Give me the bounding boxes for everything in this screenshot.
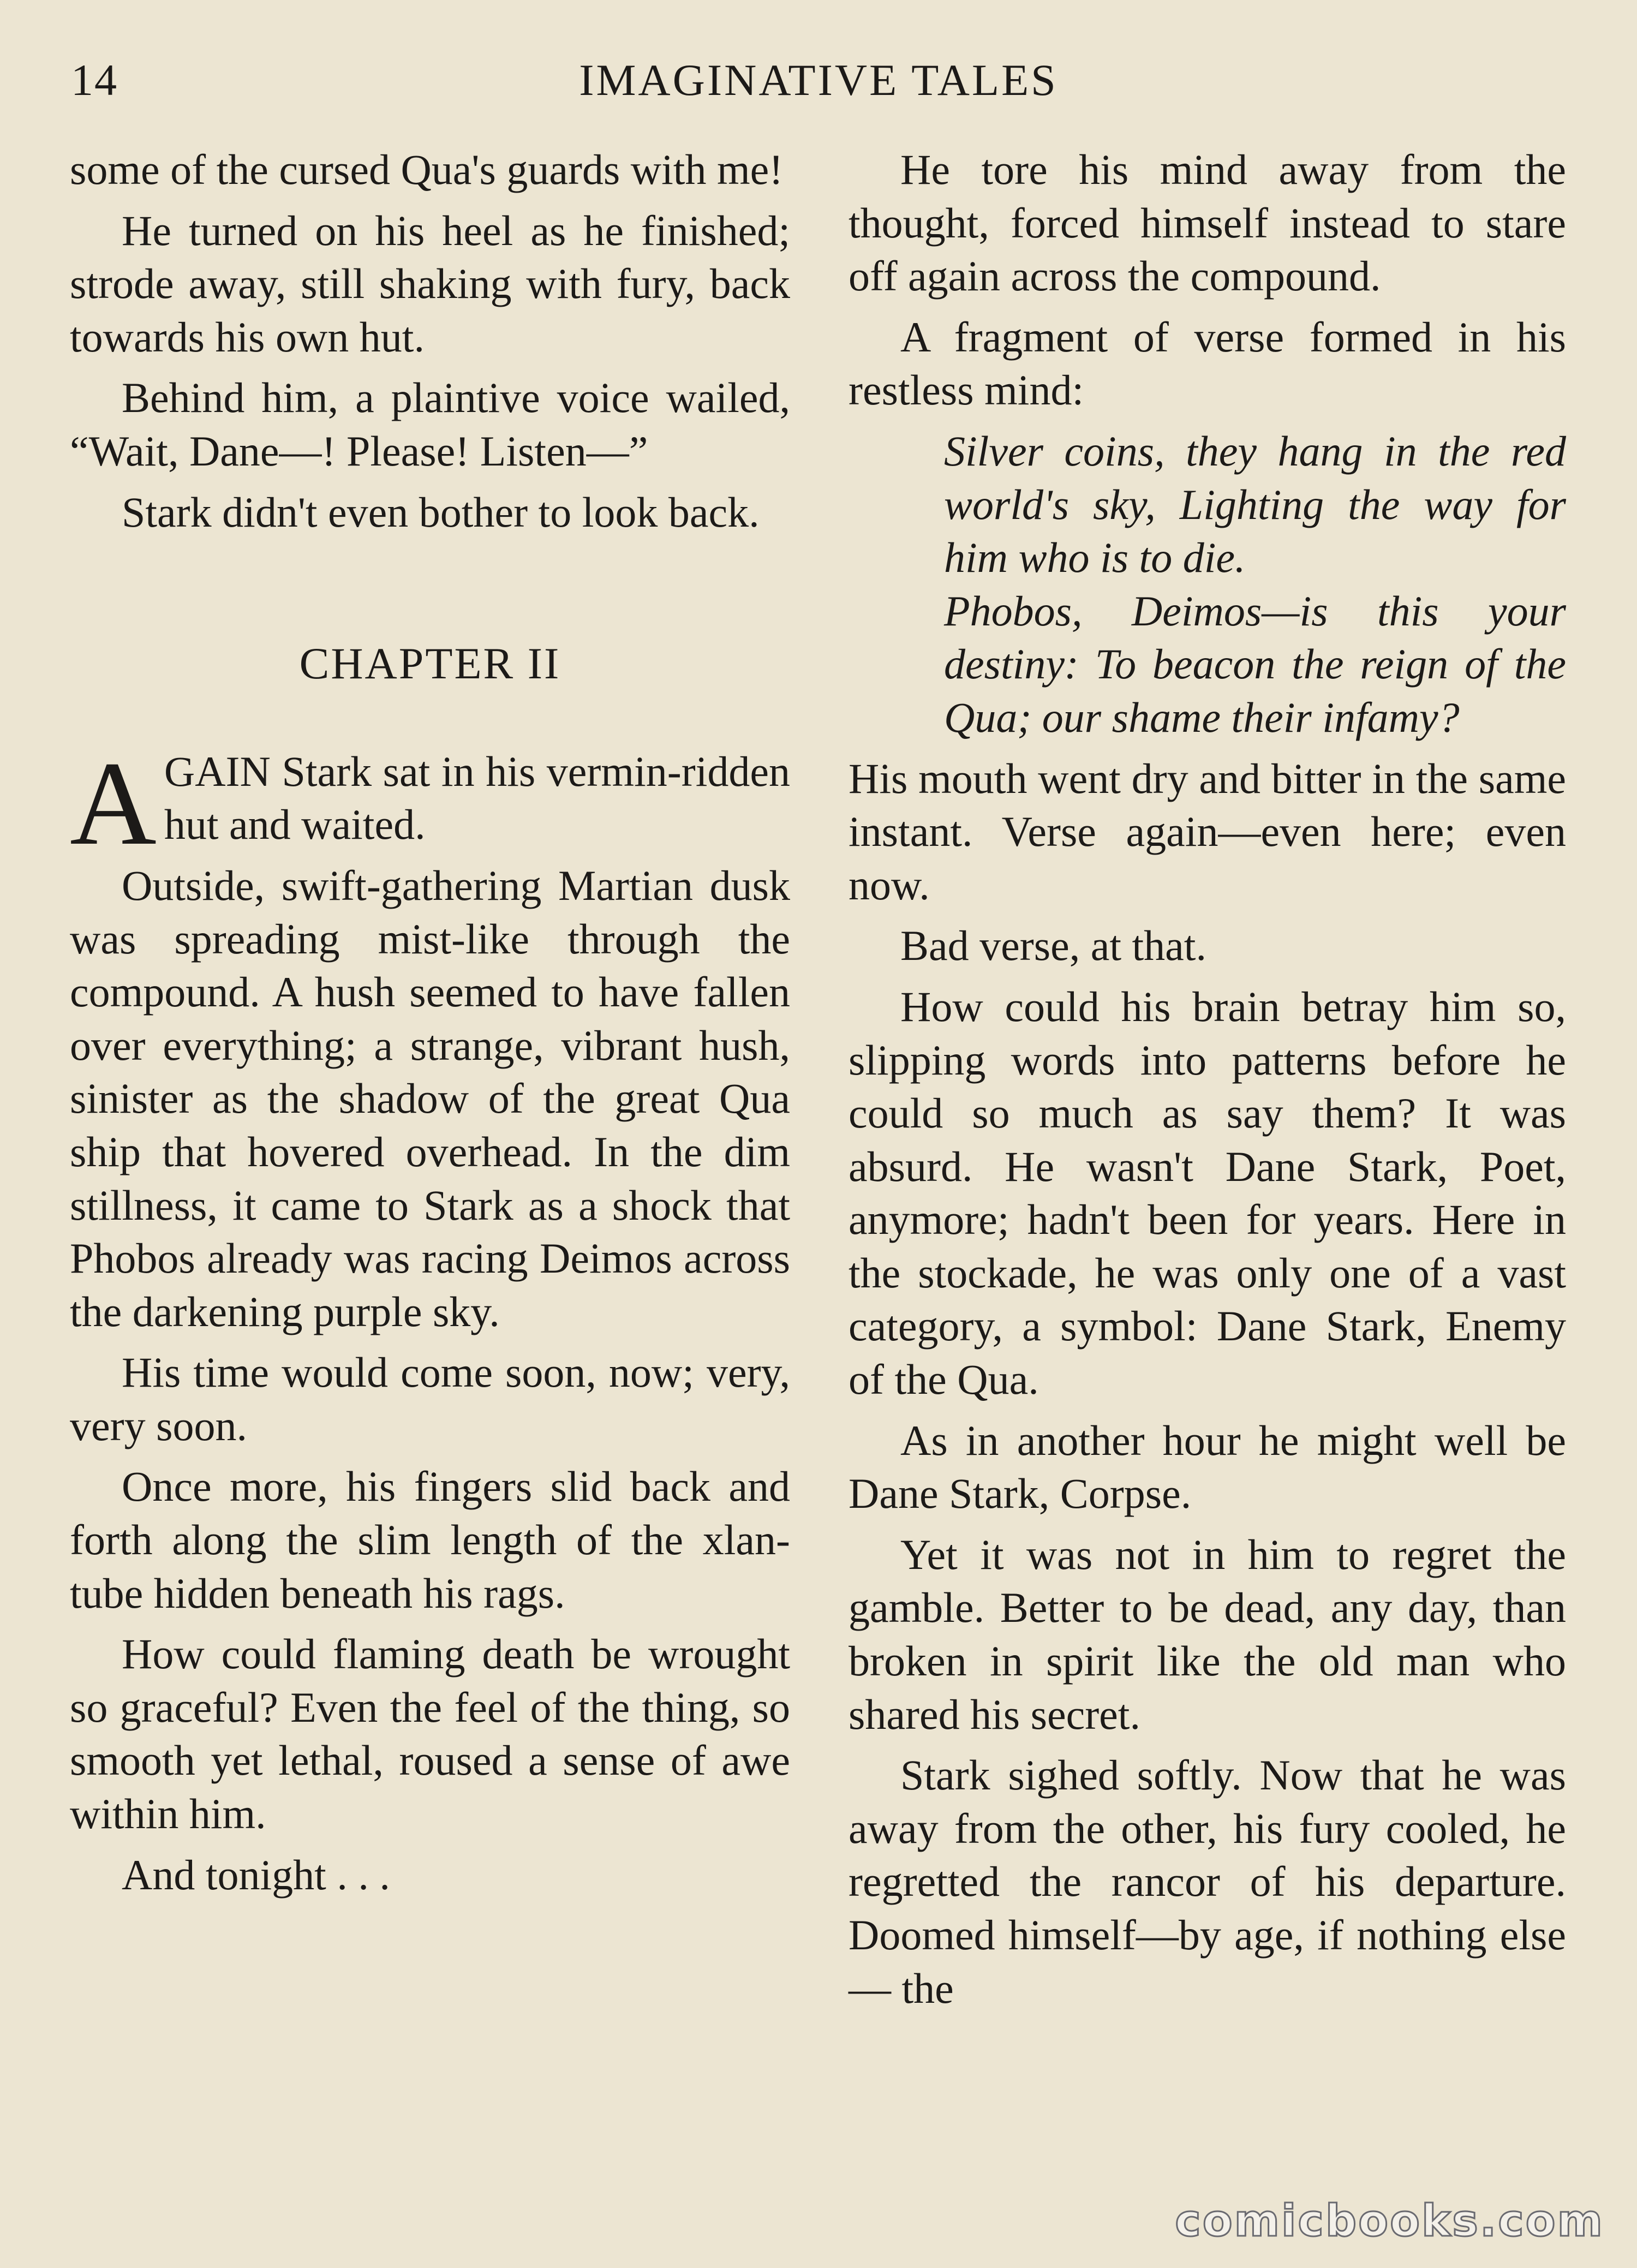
paragraph: He turned on his heel as he finished; strode away, still shaking with fury, back towards his own hut. (70, 206, 790, 361)
paragraph: Bad verse, at that. (900, 922, 1206, 970)
running-title: IMAGINATIVE TALES (579, 55, 1058, 105)
paragraph: And tonight . . . (122, 1851, 390, 1899)
paragraph: Yet it was not in him to regret the gamble. Better to be dead, any day, than broken in spirit like the old man who shared his secret. (849, 1530, 1566, 1738)
paragraph: His mouth went dry and bitter in the same instant. Verse again—even here; even now. (849, 754, 1566, 909)
paragraph: His time would come soon, now; very, very soon. (70, 1348, 790, 1449)
verse-stanza: Phobos, Deimos—is this your destiny: To beacon the reign of the Qua; our shame their infamy? (944, 587, 1566, 741)
watermark: comicbooks.com (1175, 2195, 1604, 2246)
paragraph: Stark sighed softly. Now that he was away from the other, his fury cooled, he regretted the rancor of his departure. Doomed himself—by age, if nothing else— the (849, 1751, 1566, 2012)
page-header (71, 55, 1566, 115)
paragraph: Once more, his fingers slid back and forth along the slim length of the xlan-tube hidden beneath his rags. (70, 1463, 790, 1617)
drop-cap: A (70, 736, 157, 870)
page-number: 14 (71, 55, 118, 105)
left-column (70, 143, 790, 1909)
opening-paragraph (70, 736, 790, 870)
opening-text: GAIN Stark sat in his vermin-ridden hut and waited. (164, 747, 790, 849)
right-column (849, 143, 1566, 2022)
paragraph: He tore his mind away from the thought, forced himself instead to stare off again across the compound. (849, 146, 1566, 300)
paragraph: A fragment of verse formed in his restless mind: (849, 313, 1566, 414)
paragraph: some of the cursed Qua's guards with me! (70, 146, 784, 193)
paragraph: How could flaming death be wrought so graceful? Even the feel of the thing, so smooth yet lethal, roused a sense of awe within him. (70, 1630, 790, 1838)
paragraph: Behind him, a plaintive voice wailed, “Wait, Dane—! Please! Listen—” (70, 374, 790, 475)
paragraph: How could his brain betray him so, slipping words into patterns before he could so much as say them? It was absurd. He wasn't Dane Stark, Poet, anymore; hadn't been for years. Here in the stockade, he was only one of a vast category, a symbol: Dane Stark, Enemy of the Qua. (849, 982, 1566, 1404)
paragraph: Outside, swift-gathering Martian dusk was spreading mist-like through the compound. A hush seemed to have fallen over everything; a strange, vibrant hush, sinister as the shadow of the great Qua ship that hovered overhead. In the dim stillness, it came to Stark as a shock that Phobos already was racing Deimos across the darkening purple sky. (70, 861, 790, 1335)
verse-stanza: Silver coins, they hang in the red world's sky, Lighting the way for him who is to die. (944, 427, 1566, 582)
paragraph: Stark didn't even bother to look back. (122, 488, 760, 536)
paragraph: As in another hour he might well be Dane Stark, Corpse. (849, 1416, 1566, 1518)
chapter-heading: CHAPTER II (299, 638, 561, 689)
verse-block (849, 425, 1566, 744)
